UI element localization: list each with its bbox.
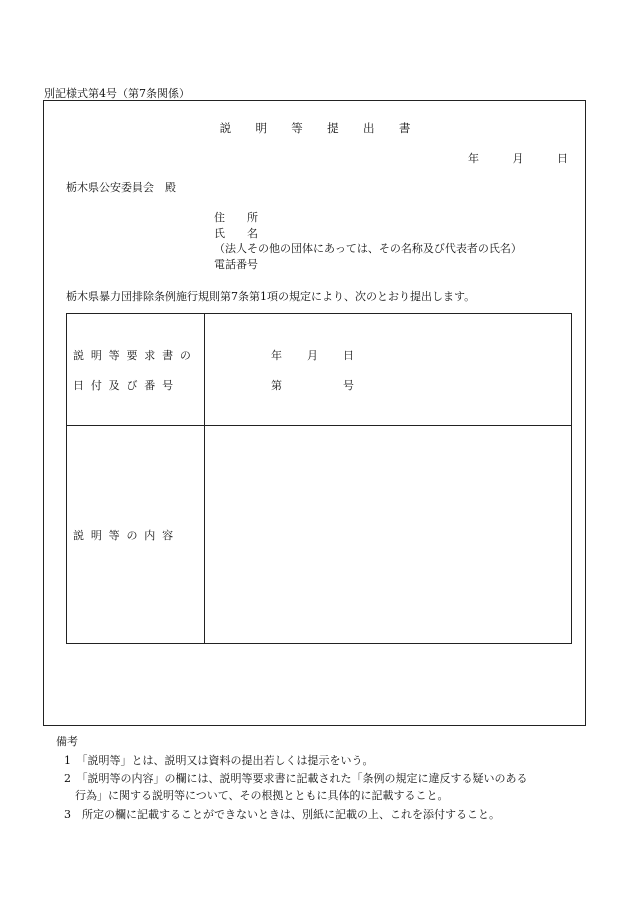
recipient: 栃木県公安委員会 殿 (66, 181, 176, 194)
table-divider-vertical (204, 314, 205, 643)
request-table (66, 313, 572, 644)
request-date-month: 月 (307, 349, 318, 362)
table-divider-horizontal (67, 425, 571, 426)
explanation-content-label: 説明等の内容 (73, 529, 180, 542)
request-date-day: 日 (343, 349, 354, 362)
date-year: 年 (468, 152, 479, 165)
remark-item: 2 「説明等の内容」の欄には、説明等要求書に記載された「条例の規定に違反する疑いのある (64, 772, 528, 785)
remark-item: 1 「説明等」とは、説明又は資料の提出若しくは提示をいう。 (64, 754, 374, 767)
request-date-label-line1: 説明等要求書の (73, 349, 198, 362)
document-title: 説 明 等 提 出 書 (219, 121, 421, 135)
organization-note: （法人その他の団体にあっては、その名称及び代表者の氏名） (214, 242, 522, 255)
request-date-year: 年 (271, 349, 282, 362)
submission-date (468, 150, 568, 166)
submission-statement: 栃木県暴力団排除条例施行規則第7条第1項の規定により、次のとおり提出します。 (66, 290, 476, 303)
remark-item: 行為」に関する説明等について、その根拠とともに具体的に記載すること。 (64, 789, 449, 802)
remarks-heading: 備考 (56, 735, 78, 748)
address-label: 住 所 (214, 211, 258, 224)
request-number-suffix: 号 (343, 379, 354, 392)
remark-item: 3 所定の欄に記載することができないときは、別紙に記載の上、これを添付すること。 (64, 808, 500, 821)
name-label: 氏 名 (214, 227, 258, 240)
date-month: 月 (512, 152, 524, 165)
phone-label: 電話番号 (214, 258, 258, 271)
request-number-prefix: 第 (271, 379, 282, 392)
date-day: 日 (557, 152, 568, 165)
form-number-label: 別記様式第4号（第7条関係） (44, 87, 190, 100)
request-date-label-line2: 日付及び番号 (73, 379, 180, 392)
